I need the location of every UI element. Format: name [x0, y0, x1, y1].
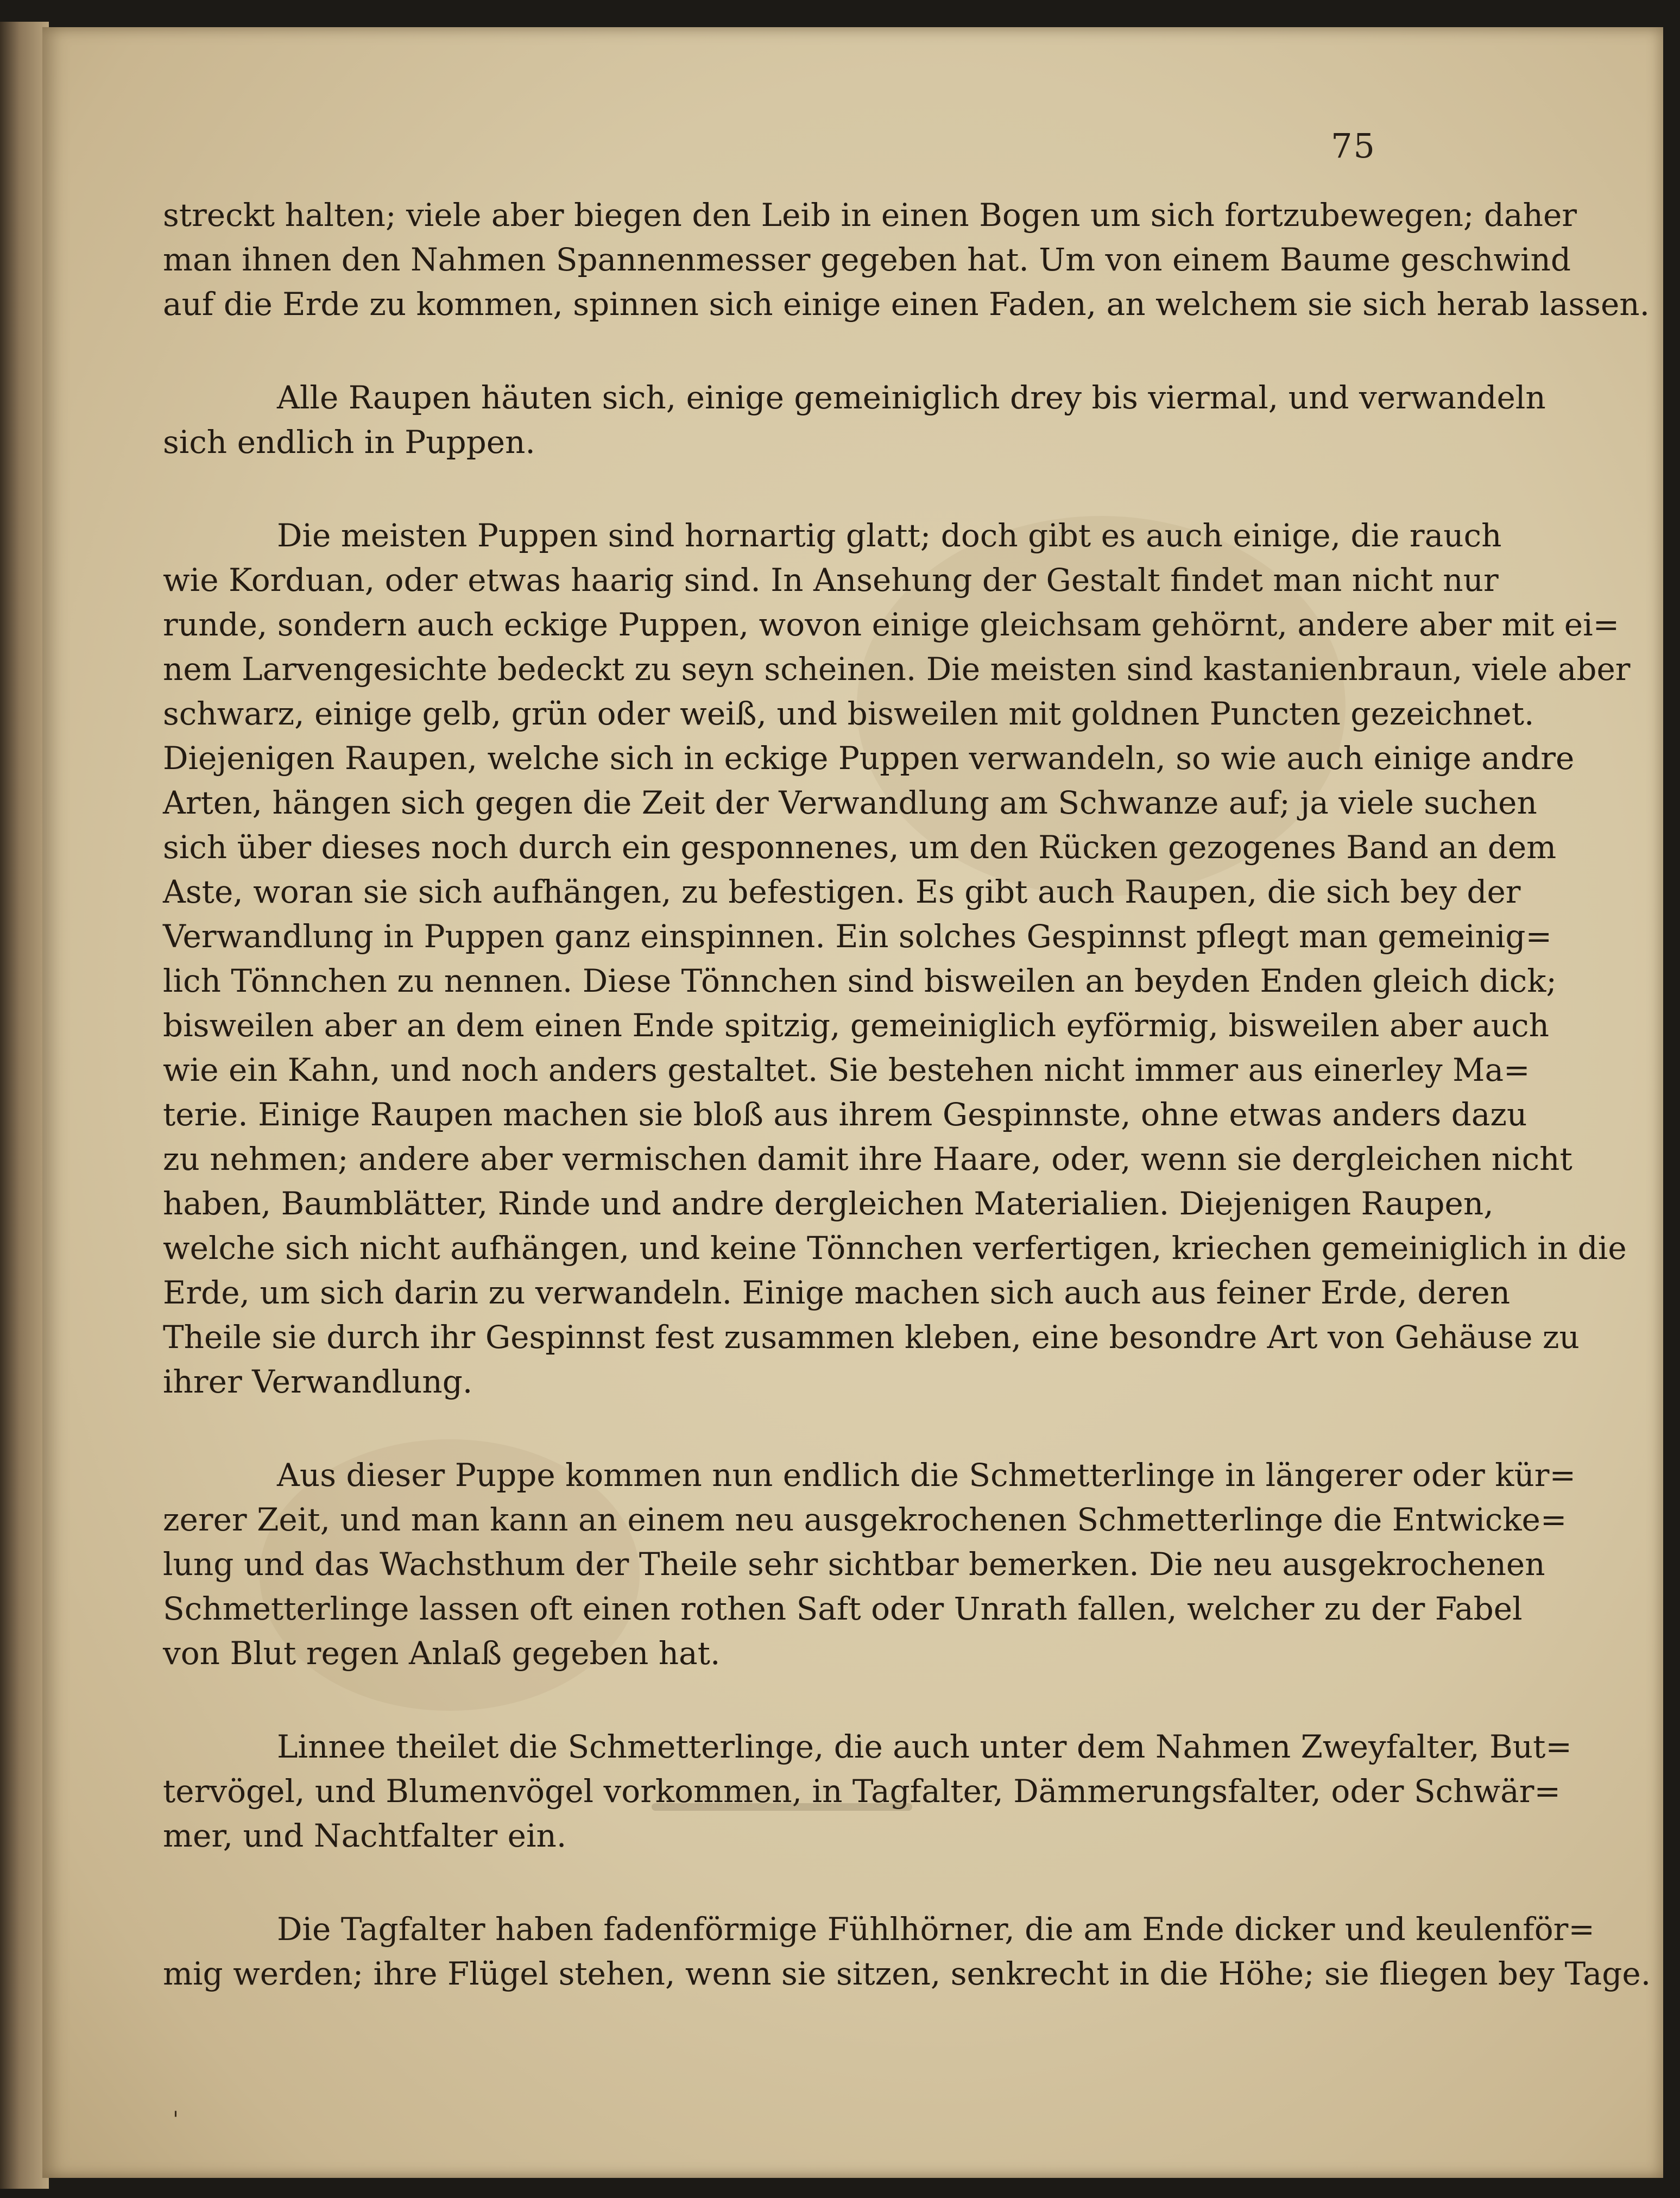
text-line: sich endlich in Puppen. [163, 424, 535, 461]
text-line: runde, sondern auch eckige Puppen, wovon einige gleichsam gehörnt, andere aber mit ei= [163, 606, 1620, 643]
text-line: Aste, woran sie sich aufhängen, zu befestigen. Es gibt auch Raupen, die sich bey der [163, 873, 1521, 910]
text-line: ihrer Verwandlung. [163, 1363, 473, 1400]
text-line: terie. Einige Raupen machen sie bloß aus ihrem Gespinnste, ohne etwas anders dazu [163, 1096, 1527, 1133]
book-spine [0, 22, 49, 2189]
body-text [163, 193, 1651, 1996]
text-line: Die Tagfalter haben fadenförmige Fühlhörner, die am Ende dicker und keulenför= [277, 1911, 1595, 1948]
text-line: man ihnen den Nahmen Spannenmesser gegeben hat. Um von einem Baume geschwind [163, 241, 1571, 278]
text-line: Arten, hängen sich gegen die Zeit der Verwandlung am Schwanze auf; ja viele suchen [163, 784, 1537, 821]
text-line: auf die Erde zu kommen, spinnen sich einige einen Faden, an welchem sie sich herab lassen. [163, 286, 1650, 323]
text-line: wie Korduan, oder etwas haarig sind. In Ansehung der Gestalt findet man nicht nur [163, 562, 1499, 599]
paragraph-2 [163, 375, 1546, 464]
text-line: lich Tönnchen zu nennen. Diese Tönnchen sind bisweilen an beyden Enden gleich dick; [163, 962, 1557, 999]
text-line: Aus dieser Puppe kommen nun endlich die Schmetterlinge in längerer oder kür= [277, 1457, 1576, 1494]
text-line: bisweilen aber an dem einen Ende spitzig, gemeiniglich eyförmig, bisweilen aber auch [163, 1007, 1549, 1044]
page-number: 75 [1331, 126, 1376, 166]
text-line: lung und das Wachsthum der Theile sehr sichtbar bemerken. Die neu ausgekrochenen [163, 1546, 1545, 1583]
paragraph-6 [163, 1907, 1651, 1996]
text-line: nem Larvengesichte bedeckt zu seyn scheinen. Die meisten sind kastanienbraun, viele aber [163, 651, 1631, 688]
text-line: Schmetterlinge lassen oft einen rothen Saft oder Unrath fallen, welcher zu der Fabel [163, 1590, 1523, 1627]
text-line: zerer Zeit, und man kann an einem neu ausgekrochenen Schmetterlinge die Entwicke= [163, 1501, 1567, 1538]
footer-mark: ' [173, 2107, 179, 2132]
text-line: Alle Raupen häuten sich, einige gemeiniglich drey bis viermal, und verwandeln [277, 379, 1546, 416]
text-line: schwarz, einige gelb, grün oder weiß, und bisweilen mit goldnen Puncten gezeichnet. [163, 695, 1534, 732]
paragraph-4 [163, 1453, 1576, 1676]
text-line: mig werden; ihre Flügel stehen, wenn sie sitzen, senkrecht in die Höhe; sie fliegen bey Tage. [163, 1955, 1651, 1992]
text-line: mer, und Nachtfalter ein. [163, 1817, 567, 1854]
text-line: tervögel, und Blumenvögel vorkommen, in Tagfalter, Dämmerungsfalter, oder Schwär= [163, 1773, 1561, 1810]
ink-smudge [652, 1803, 912, 1811]
text-line: zu nehmen; andere aber vermischen damit ihre Haare, oder, wenn sie dergleichen nicht [163, 1141, 1572, 1177]
text-line: streckt halten; viele aber biegen den Leib in einen Bogen um sich fortzubewegen; daher [163, 197, 1577, 234]
text-line: welche sich nicht aufhängen, und keine Tönnchen verfertigen, kriechen gemeiniglich in die [163, 1230, 1627, 1267]
text-line: Theile sie durch ihr Gespinnst fest zusammen kleben, eine besondre Art von Gehäuse zu [163, 1319, 1580, 1356]
text-line: haben, Baumblätter, Rinde und andre dergleichen Materialien. Diejenigen Raupen, [163, 1185, 1494, 1222]
text-line: wie ein Kahn, und noch anders gestaltet. Sie bestehen nicht immer aus einerley Ma= [163, 1051, 1530, 1088]
text-line: sich über dieses noch durch ein gesponnenes, um den Rücken gezogenes Band an dem [163, 829, 1557, 866]
text-line: Erde, um sich darin zu verwandeln. Einige machen sich auch aus feiner Erde, deren [163, 1274, 1511, 1311]
text-line: von Blut regen Anlaß gegeben hat. [163, 1635, 721, 1672]
text-line: Linnee theilet die Schmetterlinge, die auch unter dem Nahmen Zweyfalter, But= [277, 1728, 1572, 1765]
text-line: Diejenigen Raupen, welche sich in eckige Puppen verwandeln, so wie auch einige andre [163, 740, 1575, 777]
text-line: Verwandlung in Puppen ganz einspinnen. Ein solches Gespinnst pflegt man gemeinig= [163, 918, 1552, 955]
paragraph-1 [163, 193, 1650, 326]
paragraph-3 [163, 513, 1631, 1404]
text-line: Die meisten Puppen sind hornartig glatt; doch gibt es auch einige, die rauch [277, 517, 1502, 554]
paragraph-5 [163, 1724, 1572, 1858]
